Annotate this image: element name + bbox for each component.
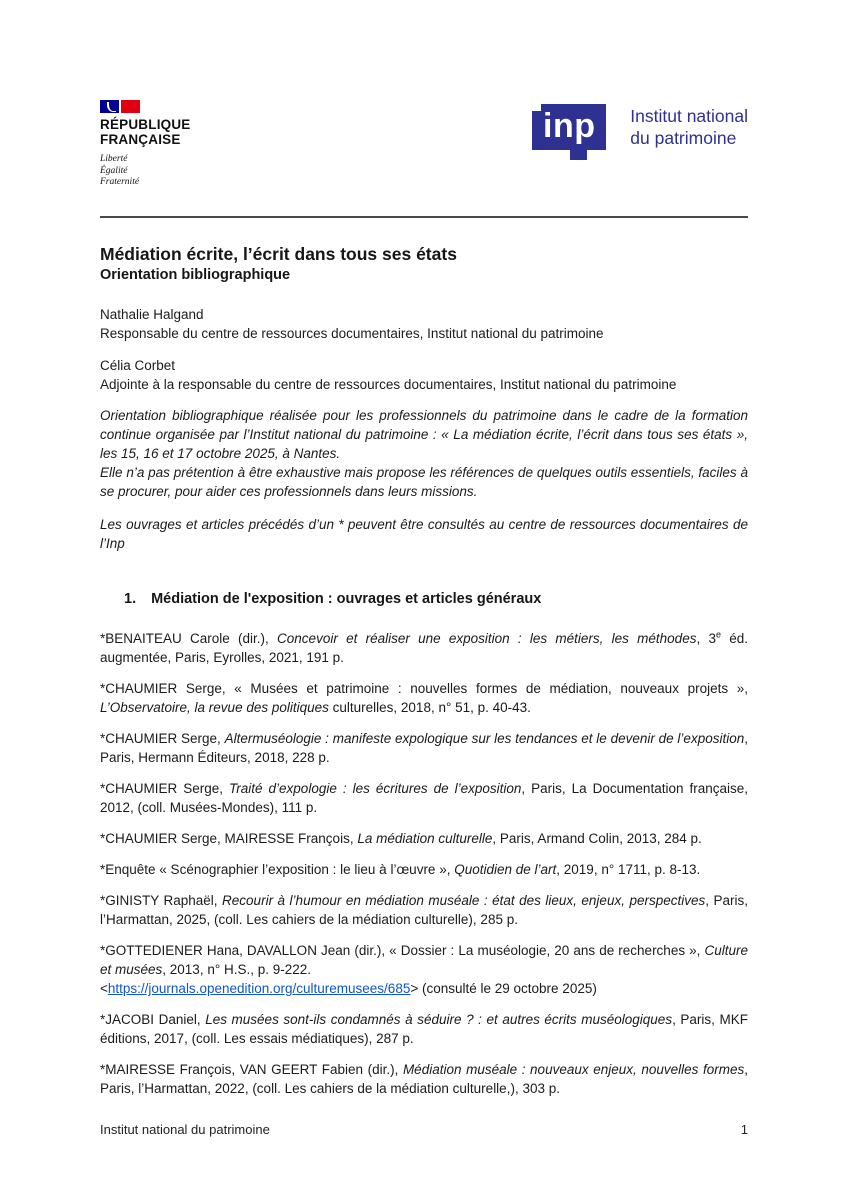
- bib-entry: [100, 729, 748, 767]
- motto-fraternite: Fraternité: [100, 177, 140, 187]
- bib-work-title: Médiation muséale : nouveaux enjeux, nouvelles formes: [402, 1062, 745, 1077]
- bib-text: > (consulté le 29 octobre 2025): [410, 981, 597, 996]
- intro-paragraph: Elle n’a pas prétention à être exhaustive mais propose les références de quelques outils essentiels, faciles à se procurer, pour aider ces professionnels dans leurs missions.: [100, 465, 748, 499]
- bib-work-title: Altermuséologie : manifeste expologique sur les tendances et le devenir de l’exposition: [224, 731, 745, 746]
- author-role: Adjointe à la responsable du centre de ressources documentaires, Institut national du patrimoine: [100, 377, 677, 392]
- section-heading: [124, 591, 748, 607]
- bib-text: *CHAUMIER Serge,: [100, 731, 225, 746]
- bib-work-title: Concevoir et réaliser une exposition : les métiers, les méthodes: [277, 631, 697, 646]
- inp-monogram-icon: [532, 104, 606, 150]
- bib-work-title: Traité d’expologie : les écritures de l’exposition: [229, 781, 522, 796]
- bib-entry: [100, 629, 748, 667]
- inp-logo-notch: [532, 104, 541, 111]
- bib-text: *GINISTY Raphaël,: [100, 893, 223, 908]
- inp-name-line2: du patrimoine: [630, 128, 737, 148]
- bib-text: *CHAUMIER Serge,: [100, 781, 230, 796]
- bib-entry: [100, 679, 748, 717]
- inp-logo: [532, 104, 748, 150]
- bib-text: , Paris, l’Harmattan, 2025, (coll. Les cahiers de la médiation culturelle), 285 p.: [100, 893, 748, 927]
- author-role: Responsable du centre de ressources documentaires, Institut national du patrimoine: [100, 326, 604, 341]
- bib-text: *Enquête « Scénographier l’exposition : le lieu à l’œuvre »,: [100, 862, 455, 877]
- intro-section: [100, 406, 748, 553]
- document-title: Médiation écrite, l’écrit dans tous ses états: [100, 244, 457, 264]
- section-title: Médiation de l'exposition : ouvrages et articles généraux: [151, 591, 542, 607]
- bib-text: *JACOBI Daniel,: [100, 1012, 206, 1027]
- bib-work-title: Culture et musées: [100, 943, 748, 977]
- republique-francaise-logo: [100, 100, 191, 189]
- republique-line: RÉPUBLIQUE: [100, 117, 191, 132]
- bib-text: , Paris, Armand Colin, 2013, 284 p.: [492, 831, 702, 846]
- bib-entry: [100, 941, 748, 998]
- bib-work-title: Recourir à l’humour en médiation muséale : état des lieux, enjeux, perspectives: [222, 893, 706, 908]
- bib-text: *CHAUMIER Serge, « Musées et patrimoine : nouvelles formes de médiation, nouveaux projets »,: [100, 681, 748, 696]
- author-name: Nathalie Halgand: [100, 307, 204, 322]
- author-block-1: [100, 305, 748, 343]
- inp-acronym: inp: [543, 107, 596, 145]
- header-divider: [100, 216, 748, 218]
- intro-paragraph: Orientation bibliographique réalisée pour les professionnels du patrimoine dans le cadre de la formation continue organisée par l’Institut national du patrimoine : « La médiation écrite, l’écrit dans tous ses états », les 15, 16 et 17 octobre 2025, à Nantes.: [100, 408, 748, 461]
- bib-text: *MAIRESSE François, VAN GEERT Fabien (dir.),: [100, 1062, 403, 1077]
- francaise-line: FRANÇAISE: [100, 132, 181, 147]
- section-number: 1.: [124, 591, 137, 607]
- motto: [100, 154, 191, 189]
- flag-blue-panel: [100, 100, 119, 113]
- bib-work-title: La médiation culturelle: [357, 831, 493, 846]
- motto-egalite: Égalité: [100, 165, 128, 176]
- bib-text: , Paris, MKF éditions, 2017, (coll. Les essais médiatiques), 287 p.: [100, 1012, 748, 1046]
- republique-francaise-wordmark: [100, 117, 191, 147]
- bib-text: *CHAUMIER Serge, MAIRESSE François,: [100, 831, 358, 846]
- footer-page-number: 1: [740, 1122, 748, 1137]
- bib-text: éd. augmentée, Paris, Eyrolles, 2021, 191 p.: [100, 631, 748, 665]
- bib-work-title: Quotidien de l’art: [454, 862, 557, 877]
- author-name: Célia Corbet: [100, 358, 176, 373]
- bibliography-list: [100, 629, 748, 1098]
- flag-red-panel: [121, 100, 140, 113]
- bib-work-title: Les musées sont-ils condamnés à séduire ? : et autres écrits muséologiques: [205, 1012, 673, 1027]
- bib-text: <: [100, 981, 108, 996]
- page-content: [100, 100, 748, 1110]
- bib-text: , Paris, La Documentation française, 2012, (coll. Musées-Mondes), 111 p.: [100, 781, 748, 815]
- motto-liberte: Liberté: [100, 154, 128, 164]
- consultation-note: Les ouvrages et articles précédés d’un * peuvent être consultés au centre de ressources documentaires de l’Inp: [100, 517, 748, 551]
- bib-entry: [100, 860, 748, 879]
- footer-institution: Institut national du patrimoine: [100, 1122, 270, 1137]
- page-header: [100, 100, 748, 196]
- bib-text: culturelles, 2018, n° 51, p. 40-43.: [328, 700, 531, 715]
- bib-work-title: L’Observatoire, la revue des politiques: [100, 700, 329, 715]
- bib-text: , 2013, n° H.S., p. 9-222.: [162, 962, 312, 977]
- author-block-2: [100, 356, 748, 394]
- inp-logo-tab: [570, 150, 587, 160]
- inp-name-line1: Institut national: [630, 106, 748, 126]
- bib-entry: [100, 1010, 748, 1048]
- bib-text: *BENAITEAU Carole (dir.),: [100, 631, 278, 646]
- bib-text: , 2019, n° 1711, p. 8-13.: [556, 862, 701, 877]
- bib-text: , Paris, Hermann Éditeurs, 2018, 228 p.: [100, 731, 748, 765]
- bib-entry: [100, 779, 748, 817]
- page-footer: [100, 1122, 748, 1137]
- document-subtitle: Orientation bibliographique: [100, 267, 291, 283]
- bib-external-link[interactable]: https://journals.openedition.org/culturemusees/685: [107, 981, 411, 996]
- bib-entry: [100, 1060, 748, 1098]
- french-flag-icon: [100, 100, 191, 113]
- bib-text: e: [715, 629, 721, 640]
- inp-wordmark: [630, 105, 748, 149]
- bib-text: , Paris, l’Harmattan, 2022, (coll. Les cahiers de la médiation culturelle,), 303 p.: [100, 1062, 748, 1096]
- bib-entry: [100, 891, 748, 929]
- bib-entry: [100, 829, 748, 848]
- bib-text: *GOTTEDIENER Hana, DAVALLON Jean (dir.), « Dossier : La muséologie, 20 ans de recherches »,: [100, 943, 705, 958]
- bib-text: , 3: [696, 631, 716, 646]
